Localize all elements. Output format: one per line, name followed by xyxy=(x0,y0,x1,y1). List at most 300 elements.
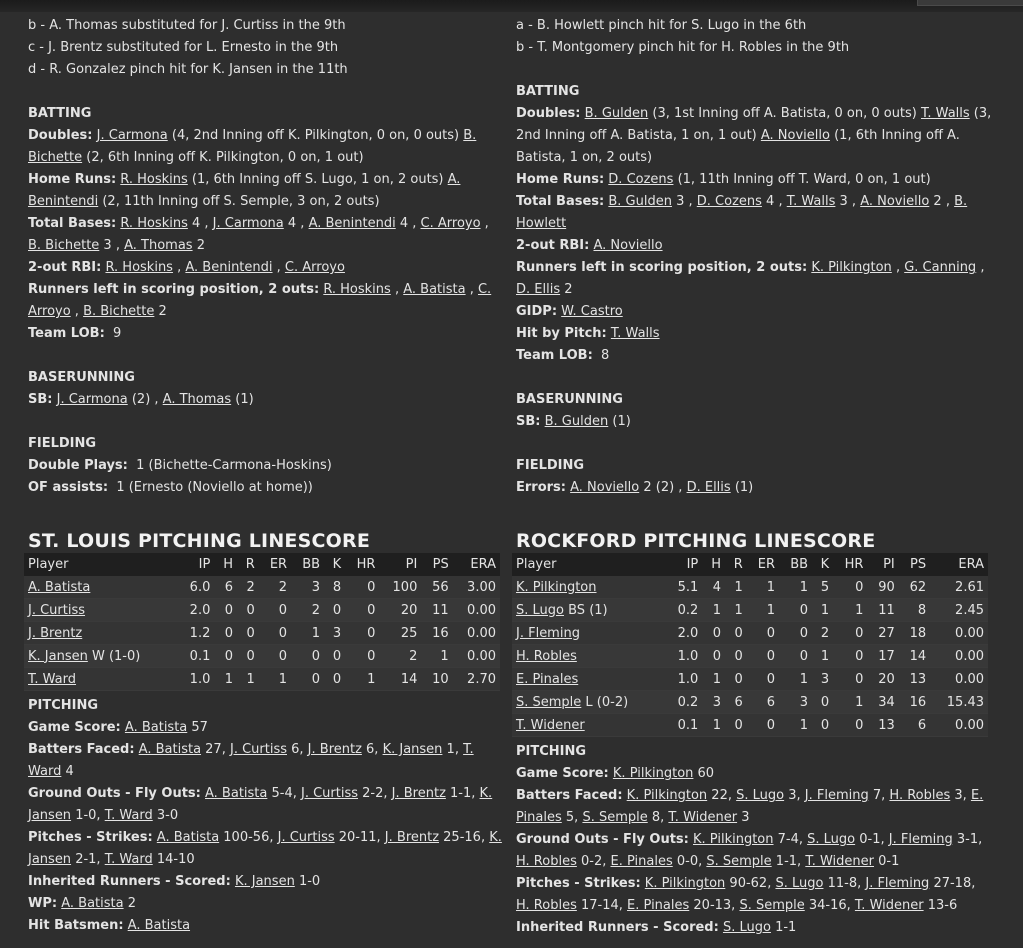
stat-cell: 0 xyxy=(747,668,779,691)
player-link[interactable]: T. Widener xyxy=(516,717,585,733)
player-link[interactable]: A. Batista xyxy=(28,579,91,595)
player-link[interactable]: R. Hoskins xyxy=(120,216,188,231)
stat-cell: 0.2 xyxy=(666,599,703,622)
rfd-pitching-section xyxy=(516,530,992,939)
player-link[interactable]: G. Canning xyxy=(904,260,977,275)
player-link[interactable]: K. Jansen xyxy=(28,830,502,867)
stat-cell: 0 xyxy=(702,622,725,645)
rfd-column xyxy=(516,15,992,499)
inherited-line xyxy=(516,917,992,939)
table-row xyxy=(512,645,988,668)
player-link[interactable]: J. Curtiss xyxy=(301,786,359,801)
player-link[interactable]: S. Semple xyxy=(739,898,805,913)
player-link[interactable]: T. Ward xyxy=(28,742,474,779)
stat-text: 6, xyxy=(361,742,383,757)
column-header[interactable]: K xyxy=(812,553,833,576)
player-link[interactable]: H. Robles xyxy=(516,854,577,869)
column-header[interactable]: R xyxy=(725,553,747,576)
player-link[interactable]: S. Semple xyxy=(516,694,582,710)
table-row xyxy=(512,622,988,645)
rbi-line xyxy=(28,257,504,279)
stat-text: 2 xyxy=(154,304,167,319)
homeruns-label: Home Runs: xyxy=(516,172,605,187)
lob-label: Team LOB: xyxy=(516,348,593,363)
stat-cell: 0 xyxy=(779,622,812,645)
stat-cell: 0.2 xyxy=(666,691,703,714)
stat-cell: 5.1 xyxy=(666,576,703,599)
stat-text: (2, 6th Inning off K. Pilkington, 0 on, 1 out) xyxy=(82,150,364,165)
player-link[interactable]: K. Jansen xyxy=(382,742,443,757)
stat-text: 20-11, xyxy=(334,830,385,845)
player-link[interactable]: H. Robles xyxy=(516,898,577,913)
stl-pitching-title: ST. LOUIS PITCHING LINESCORE xyxy=(28,530,370,552)
player-link[interactable]: J. Fleming xyxy=(888,832,953,847)
gamescore-label: Game Score: xyxy=(28,720,121,735)
stat-cell: 0 xyxy=(779,645,812,668)
player-link[interactable]: T. Walls xyxy=(786,194,836,209)
table-row xyxy=(24,599,500,622)
totalbases-label: Total Bases: xyxy=(516,194,605,209)
stat-text: 3 , xyxy=(99,238,125,253)
stat-cell: 2 xyxy=(237,576,259,599)
player-link[interactable]: J. Curtiss xyxy=(28,602,86,618)
column-header[interactable]: IP xyxy=(178,553,215,576)
risp-label: Runners left in scoring position, 2 outs: xyxy=(28,282,320,297)
player-link[interactable]: A. Batista xyxy=(61,896,124,911)
player-link[interactable]: J. Curtiss xyxy=(277,830,335,845)
battersfaced-label: Batters Faced: xyxy=(516,788,623,803)
column-header[interactable]: PS xyxy=(899,553,930,576)
player-link[interactable]: A. Noviello xyxy=(593,238,663,253)
player-link[interactable]: J. Carmona xyxy=(56,392,128,407)
stat-cell: 1 xyxy=(779,668,812,691)
stat-cell: 0 xyxy=(812,691,833,714)
stat-cell: 0.00 xyxy=(453,622,500,645)
column-header[interactable]: Player xyxy=(512,553,666,576)
table-row xyxy=(512,576,988,599)
stat-cell: 1 xyxy=(237,668,259,691)
player-link[interactable]: H. Robles xyxy=(516,648,577,664)
player-link[interactable]: E. Pinales xyxy=(627,898,690,913)
totalbases-line xyxy=(516,191,992,235)
column-header[interactable]: R xyxy=(237,553,259,576)
player-link[interactable]: K. Pilkington xyxy=(693,832,774,847)
doubleplays-value: 1 (Bichette-Carmona-Hoskins) xyxy=(136,458,332,473)
hitbatsmen-line xyxy=(28,915,504,937)
player-link[interactable]: A. Thomas xyxy=(124,238,193,253)
stat-text: 0-0, xyxy=(672,854,707,869)
player-link[interactable]: D. Cozens xyxy=(696,194,762,209)
stat-cell: 27 xyxy=(867,622,898,645)
column-header[interactable]: K xyxy=(324,553,345,576)
player-link[interactable]: R. Hoskins xyxy=(323,282,391,297)
stat-cell: 0 xyxy=(747,622,779,645)
player-link[interactable]: S. Semple xyxy=(706,854,772,869)
player-list xyxy=(125,720,208,735)
lob-value: 9 xyxy=(113,326,122,341)
player-link[interactable]: A. Benintendi xyxy=(28,172,461,209)
stat-cell: 100 xyxy=(379,576,421,599)
player-list xyxy=(613,766,714,781)
rbi-label: 2-out RBI: xyxy=(28,260,102,275)
stat-cell: 3 xyxy=(779,691,812,714)
stat-cell: 0.1 xyxy=(666,714,703,737)
player-link[interactable]: B. Bichette xyxy=(28,128,477,165)
batting-heading: BATTING xyxy=(516,84,580,99)
player-link[interactable]: B. Howlett xyxy=(516,194,968,231)
stat-cell: 0.00 xyxy=(930,668,988,691)
stat-cell: 62 xyxy=(899,576,930,599)
player-list xyxy=(723,920,796,935)
stat-cell: 1 xyxy=(747,599,779,622)
table-row xyxy=(512,599,988,622)
battersfaced-label: Batters Faced: xyxy=(28,742,135,757)
stat-text: 1-0 xyxy=(294,874,321,889)
stat-cell: 1.2 xyxy=(178,622,215,645)
stat-cell: 0 xyxy=(833,714,867,737)
stat-text: , xyxy=(172,260,186,275)
player-link[interactable]: J. Brentz xyxy=(391,786,446,801)
player-link[interactable]: T. Widener xyxy=(805,854,874,869)
totalbases-label: Total Bases: xyxy=(28,216,117,231)
player-link[interactable]: A. Thomas xyxy=(162,392,232,407)
wp-label: WP: xyxy=(28,896,58,911)
stat-cell: 13 xyxy=(867,714,898,737)
player-link[interactable]: R. Hoskins xyxy=(120,172,188,187)
player-link[interactable]: T. Ward xyxy=(28,671,77,687)
player-link[interactable]: W. Castro xyxy=(561,304,623,319)
sub-note: b - A. Thomas substituted for J. Curtiss in the 9th xyxy=(28,18,346,33)
stat-text: 13-6 xyxy=(923,898,958,913)
stat-text: (3, 2nd Inning off A. Batista, 1 on, 1 out) xyxy=(516,106,992,143)
stat-cell: 2.45 xyxy=(930,599,988,622)
baserunning-heading: BASERUNNING xyxy=(28,370,135,385)
player-link[interactable]: T. Ward xyxy=(104,808,153,823)
player-list xyxy=(570,480,753,495)
stat-cell: 1 xyxy=(702,599,725,622)
pitchesstrikes-line xyxy=(516,873,992,917)
player-link[interactable]: A. Noviello xyxy=(860,194,930,209)
doubles-line xyxy=(28,125,504,169)
stat-cell: 18 xyxy=(899,622,930,645)
stat-cell: 1 xyxy=(812,599,833,622)
player-cell xyxy=(512,599,666,622)
stat-cell: 0 xyxy=(725,622,747,645)
player-link[interactable]: J. Carmona xyxy=(212,216,284,231)
stat-text: 17-14, xyxy=(576,898,628,913)
stat-text: 3-0 xyxy=(152,808,179,823)
player-link[interactable]: K. Jansen xyxy=(234,874,295,889)
column-header[interactable]: HR xyxy=(833,553,867,576)
player-list xyxy=(561,304,623,319)
stat-cell: 16 xyxy=(899,691,930,714)
column-header[interactable]: ER xyxy=(747,553,779,576)
player-link[interactable]: A. Benintendi xyxy=(308,216,396,231)
table-header-row xyxy=(24,553,500,576)
stl-column xyxy=(28,15,504,499)
lob-line xyxy=(516,345,992,367)
stat-cell: 2 xyxy=(259,576,291,599)
sub-note: b - T. Montgomery pinch hit for H. Robles in the 9th xyxy=(516,40,850,55)
column-header[interactable]: ERA xyxy=(930,553,988,576)
stat-text: 2-2, xyxy=(358,786,392,801)
stat-text: (1) xyxy=(730,480,754,495)
stat-text: 7, xyxy=(868,788,890,803)
stat-cell: 1.0 xyxy=(178,668,215,691)
player-link[interactable]: T. Widener xyxy=(854,898,924,913)
stat-cell: 1 xyxy=(833,599,867,622)
column-header[interactable]: BB xyxy=(779,553,812,576)
player-link[interactable]: S. Lugo xyxy=(722,920,771,935)
sub-note: a - B. Howlett pinch hit for S. Lugo in the 6th xyxy=(516,18,807,33)
player-link[interactable]: A. Noviello xyxy=(570,480,640,495)
column-header[interactable]: H xyxy=(214,553,237,576)
player-link[interactable]: B. Gulden xyxy=(584,106,649,121)
stat-cell: 1 xyxy=(725,576,747,599)
stat-cell: 0 xyxy=(259,599,291,622)
player-link[interactable]: K. Pilkington xyxy=(612,766,694,781)
stat-text: 4 , xyxy=(761,194,787,209)
stat-text: , xyxy=(70,304,84,319)
player-cell xyxy=(24,668,178,691)
decision-note: W (1-0) xyxy=(87,648,141,664)
player-link[interactable]: T. Ward xyxy=(104,852,153,867)
player-list xyxy=(545,414,631,429)
stat-text: (3, 1st Inning off A. Batista, 0 on, 0 outs) xyxy=(648,106,922,121)
stl-pitching-section xyxy=(28,530,504,937)
stat-cell: 5 xyxy=(812,576,833,599)
column-header[interactable]: PI xyxy=(867,553,898,576)
stat-cell: 17 xyxy=(867,645,898,668)
stat-text: 3, xyxy=(784,788,805,803)
stat-cell: 6 xyxy=(899,714,930,737)
player-link[interactable]: R. Hoskins xyxy=(105,260,173,275)
stat-cell: 0 xyxy=(833,668,867,691)
player-link[interactable]: S. Lugo xyxy=(736,788,785,803)
stat-cell: 2.61 xyxy=(930,576,988,599)
player-list xyxy=(61,896,136,911)
player-link[interactable]: B. Bichette xyxy=(28,238,100,253)
player-link[interactable]: E. Pinales xyxy=(516,671,579,687)
stat-cell: 3 xyxy=(702,691,725,714)
column-header[interactable]: HR xyxy=(345,553,379,576)
stat-cell: 16 xyxy=(421,622,452,645)
stat-cell: 10 xyxy=(421,668,452,691)
top-bar-button[interactable] xyxy=(917,0,1023,6)
stat-cell: 13 xyxy=(899,668,930,691)
stat-cell: 1 xyxy=(291,622,324,645)
stat-cell: 0.00 xyxy=(453,645,500,668)
player-cell xyxy=(512,622,666,645)
player-link[interactable]: J. Fleming xyxy=(516,625,580,641)
stat-cell: 2 xyxy=(379,645,421,668)
stat-text: (1, 6th Inning off A. Batista, 1 on, 2 outs) xyxy=(516,128,960,165)
stat-text: 90-62, xyxy=(725,876,776,891)
player-link[interactable]: A. Batista xyxy=(127,918,191,933)
lob-value: 8 xyxy=(601,348,610,363)
stat-cell: 6 xyxy=(747,691,779,714)
table-row xyxy=(512,691,988,714)
player-link[interactable]: K. Jansen xyxy=(28,648,88,664)
stat-cell: 0 xyxy=(214,645,237,668)
stat-cell: 0 xyxy=(259,622,291,645)
sub-note: c - J. Brentz substituted for L. Ernesto in the 9th xyxy=(28,40,339,55)
ofassists-value: 1 (Ernesto (Noviello at home)) xyxy=(116,480,313,495)
fielding-heading: FIELDING xyxy=(516,458,585,473)
stat-text: 100-56, xyxy=(219,830,278,845)
stat-cell: 6 xyxy=(725,691,747,714)
stat-cell: 14 xyxy=(379,668,421,691)
decision-note: BS (1) xyxy=(563,602,608,618)
player-link[interactable]: S. Lugo xyxy=(775,876,824,891)
gamescore-label: Game Score: xyxy=(516,766,609,781)
player-link[interactable]: T. Widener xyxy=(668,810,738,825)
player-link[interactable]: B. Bichette xyxy=(83,304,155,319)
column-header[interactable]: ER xyxy=(259,553,291,576)
stat-text: (1, 11th Inning off T. Ward, 0 on, 1 out) xyxy=(673,172,931,187)
stat-text: (4, 2nd Inning off K. Pilkington, 0 on, 0 outs) xyxy=(167,128,464,143)
stat-cell: 0 xyxy=(833,622,867,645)
player-list xyxy=(57,392,254,407)
gamescore-line xyxy=(28,717,504,739)
player-link[interactable]: C. Arroyo xyxy=(420,216,481,231)
sb-line xyxy=(28,389,504,411)
stat-text: 4 , xyxy=(187,216,213,231)
player-link[interactable]: K. Jansen xyxy=(28,786,493,823)
player-cell xyxy=(24,576,178,599)
stat-cell: 0 xyxy=(291,668,324,691)
rbi-line xyxy=(516,235,992,257)
decision-note: L (0-2) xyxy=(581,694,629,710)
stat-text: 57 xyxy=(187,720,208,735)
player-link[interactable]: E. Pinales xyxy=(516,788,984,825)
table-row xyxy=(24,622,500,645)
wp-line xyxy=(28,893,504,915)
player-link[interactable]: T. Walls xyxy=(921,106,970,121)
player-list xyxy=(611,326,660,341)
player-link[interactable]: D. Cozens xyxy=(608,172,674,187)
risp-line xyxy=(28,279,504,323)
player-link[interactable]: J. Brentz xyxy=(28,625,83,641)
player-link[interactable]: S. Semple xyxy=(582,810,648,825)
stat-cell: 0 xyxy=(779,599,812,622)
stat-cell: 8 xyxy=(324,576,345,599)
player-link[interactable]: T. Walls xyxy=(610,326,660,341)
player-link[interactable]: E. Pinales xyxy=(610,854,673,869)
player-link[interactable]: A. Batista xyxy=(403,282,466,297)
stat-text: 2 , xyxy=(929,194,955,209)
player-link[interactable]: J. Carmona xyxy=(96,128,168,143)
player-link[interactable]: A. Batista xyxy=(156,830,220,845)
doubles-label: Doubles: xyxy=(516,106,581,121)
player-link[interactable]: B. Gulden xyxy=(544,414,609,429)
player-list xyxy=(105,260,344,275)
stat-text: , xyxy=(465,282,478,297)
player-link[interactable]: K. Pilkington xyxy=(811,260,892,275)
column-header[interactable]: ERA xyxy=(453,553,500,576)
column-header[interactable]: PI xyxy=(379,553,421,576)
player-cell xyxy=(24,599,178,622)
stat-cell: 0 xyxy=(237,622,259,645)
player-link[interactable]: D. Ellis xyxy=(686,480,731,495)
stat-cell: 1 xyxy=(214,668,237,691)
player-link[interactable]: A. Batista xyxy=(205,786,268,801)
column-header[interactable]: Player xyxy=(24,553,178,576)
table-row xyxy=(24,668,500,691)
column-header[interactable]: H xyxy=(702,553,725,576)
inherited-line xyxy=(28,871,504,893)
stat-cell: 0 xyxy=(833,576,867,599)
player-link[interactable]: K. Pilkington xyxy=(626,788,708,803)
stat-text: 8, xyxy=(647,810,669,825)
stat-cell: 0 xyxy=(324,599,345,622)
stat-text: 2 xyxy=(560,282,573,297)
player-link[interactable]: D. Ellis xyxy=(516,282,561,297)
column-header[interactable]: IP xyxy=(666,553,703,576)
stat-cell: 6 xyxy=(214,576,237,599)
stat-text: , xyxy=(480,216,489,231)
player-link[interactable]: J. Brentz xyxy=(307,742,362,757)
column-header[interactable]: PS xyxy=(421,553,452,576)
stat-text: 2 xyxy=(123,896,136,911)
inherited-label: Inherited Runners - Scored: xyxy=(28,874,231,889)
stat-text: 4 xyxy=(61,764,74,779)
stat-text: 5, xyxy=(561,810,583,825)
stat-text: 1-1, xyxy=(445,786,480,801)
player-list xyxy=(516,106,991,165)
player-link[interactable]: C. Arroyo xyxy=(28,282,492,319)
player-link[interactable]: S. Lugo xyxy=(807,832,856,847)
player-link[interactable]: J. Fleming xyxy=(804,788,869,803)
stat-cell: 0 xyxy=(345,599,379,622)
player-link[interactable]: J. Curtiss xyxy=(229,742,287,757)
stat-cell: 0 xyxy=(345,645,379,668)
stat-cell: 2.0 xyxy=(666,622,703,645)
player-link[interactable]: H. Robles xyxy=(889,788,951,803)
stat-text: 3, xyxy=(950,788,971,803)
player-link[interactable]: J. Fleming xyxy=(865,876,930,891)
player-link[interactable]: C. Arroyo xyxy=(284,260,345,275)
stat-cell: 0 xyxy=(725,714,747,737)
stl-pitching-table xyxy=(24,553,500,691)
player-link[interactable]: S. Lugo xyxy=(516,602,564,618)
stat-text: , xyxy=(390,282,404,297)
player-link[interactable]: A. Batista xyxy=(138,742,202,757)
player-link[interactable]: K. Pilkington xyxy=(516,579,597,595)
player-link[interactable]: J. Brentz xyxy=(384,830,440,845)
table-row xyxy=(512,714,988,737)
stat-cell: 11 xyxy=(867,599,898,622)
player-link[interactable]: A. Batista xyxy=(124,720,188,735)
player-link[interactable]: B. Gulden xyxy=(608,194,672,209)
stat-cell: 90 xyxy=(867,576,898,599)
sb-label: SB: xyxy=(516,414,541,429)
battersfaced-line xyxy=(28,739,504,783)
stat-cell: 6.0 xyxy=(178,576,215,599)
pitchesstrikes-label: Pitches - Strikes: xyxy=(516,876,641,891)
player-link[interactable]: A. Noviello xyxy=(760,128,830,143)
stat-text: 3 , xyxy=(835,194,861,209)
errors-line xyxy=(516,477,992,499)
stat-text: 14-10 xyxy=(152,852,195,867)
column-header[interactable]: BB xyxy=(291,553,324,576)
baserunning-heading: BASERUNNING xyxy=(516,392,623,407)
battersfaced-line xyxy=(516,785,992,829)
player-link[interactable]: A. Benintendi xyxy=(185,260,273,275)
table-row xyxy=(24,645,500,668)
player-link[interactable]: K. Pilkington xyxy=(644,876,726,891)
stat-text: 2 (2) , xyxy=(639,480,687,495)
